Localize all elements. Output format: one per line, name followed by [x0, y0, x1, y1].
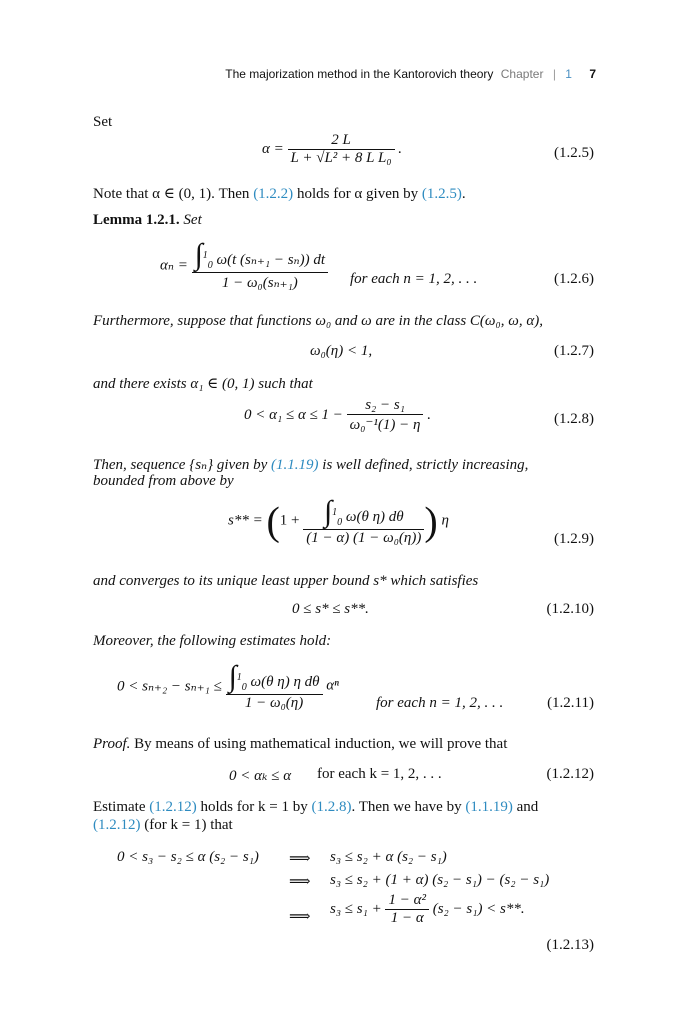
eq-1-2-6-int-upper: 1 [202, 250, 208, 261]
eq-1-2-5-numerator: 2 L [331, 132, 351, 148]
estimate-text-d: and [512, 799, 539, 815]
estimate-text-a: Estimate [93, 799, 150, 815]
ref-1-2-5-link[interactable]: (1.2.5) [421, 186, 462, 202]
note-text-b: holds for α given by [293, 186, 422, 202]
eq-1-2-9-one-plus: 1 + [279, 512, 300, 529]
proof-text: By means of using mathematical induction, we will prove that [130, 736, 508, 752]
equation-1-2-9 [228, 495, 449, 547]
eq-1-2-6-condition: for each n = 1, 2, . . . [350, 271, 478, 287]
running-header [225, 67, 596, 81]
integral-sign: ∫ [323, 495, 333, 528]
ref-1-1-19-link-2[interactable]: (1.1.19) [465, 799, 513, 815]
eq-1-2-8-numerator: s₂ − s₁ [365, 397, 405, 413]
then-line-1 [93, 455, 593, 474]
moreover-text: Moreover, the following estimates hold: [93, 633, 332, 649]
lemma-set: Set [183, 212, 202, 228]
right-paren: ) [424, 498, 438, 544]
estimate-line-2 [93, 817, 233, 834]
furthermore-text: Furthermore, suppose that functions ω₀ and ω are in the class C(ω₀, ω, α), [93, 313, 543, 329]
ref-1-2-12-link-2[interactable]: (1.2.12) [93, 817, 141, 833]
implies-arrow-3: ⟹ [289, 909, 311, 925]
eq-1-2-13-row1-rhs: s₃ ≤ s₂ + α (s₂ − s₁) [330, 849, 447, 865]
eq-1-2-13-fraction [385, 892, 429, 927]
eq-1-2-9-int-upper: 1 [332, 507, 338, 518]
lemma-title: Lemma 1.2.1. [93, 212, 180, 228]
proof-title: Proof. [93, 736, 131, 752]
page-number: 7 [589, 67, 596, 81]
eq-1-2-8-denominator: ω₀⁻¹(1) − η [347, 414, 424, 434]
eq-1-2-11-fraction [226, 660, 323, 712]
implies-arrow-2: ⟹ [289, 874, 311, 890]
eq-1-2-13-row3-a: s₃ ≤ s₁ + [330, 901, 382, 917]
eq-1-2-8-fraction [347, 397, 424, 434]
eq-1-2-5-den-a: L + [290, 150, 317, 166]
eq-1-2-11-alpha-n: αⁿ [326, 677, 339, 694]
header-separator: | [552, 67, 556, 81]
equation-1-2-10: 0 ≤ s* ≤ s**. [292, 601, 369, 617]
eq-label-1-2-12: (1.2.12) [546, 766, 594, 782]
eq-1-2-9-lhs: s** = [228, 512, 263, 529]
equation-1-2-11 [117, 660, 339, 712]
equation-1-2-5 [262, 132, 402, 167]
proof-line [93, 736, 507, 753]
eq-1-2-13-row3 [330, 892, 525, 927]
eq-label-1-2-13: (1.2.13) [546, 937, 594, 953]
eq-1-2-13-numerator: 1 − α² [388, 892, 426, 908]
integral-sign: ∫ [228, 660, 237, 693]
then-text-b: is well defined, strictly increasing, [318, 457, 529, 473]
equation-1-2-12: 0 < αₖ ≤ α [229, 768, 292, 784]
eq-1-2-11-numerator [226, 660, 323, 694]
eq-1-2-13-denominator: 1 − α [385, 909, 429, 927]
estimate-text-2b: (for k = 1) that [140, 817, 233, 833]
eq-label-1-2-10: (1.2.10) [546, 601, 594, 617]
estimate-line-1 [93, 799, 538, 816]
eq-label-1-2-9: (1.2.9) [554, 531, 594, 547]
chapter-label: Chapter [500, 67, 544, 81]
eq-1-2-5-tail: . [398, 141, 403, 157]
estimate-text-b: holds for k = 1 by [196, 799, 312, 815]
eq-1-2-9-eta: η [441, 512, 449, 529]
integral-sign: ∫ [194, 238, 203, 271]
eq-1-2-9-int-lower: 0 [337, 517, 343, 528]
left-paren: ( [266, 498, 280, 544]
eq-1-2-8-lhs: 0 < α₁ ≤ α ≤ 1 − [244, 407, 343, 423]
eq-1-2-11-int-lower: 0 [241, 682, 247, 693]
ref-1-2-8-link[interactable]: (1.2.8) [311, 799, 352, 815]
eq-label-1-2-8: (1.2.8) [554, 411, 594, 427]
eq-1-2-5-denominator: L + √L² + 8 L L₀ [288, 149, 395, 167]
eq-label-1-2-11: (1.2.11) [547, 695, 594, 711]
implies-arrow-1: ⟹ [289, 851, 311, 867]
ref-1-2-2-link[interactable]: (1.2.2) [253, 186, 294, 202]
lemma-heading [93, 212, 202, 229]
eq-1-2-13-row3-b: (s₂ − s₁) < s**. [432, 901, 525, 917]
chapter-number: 1 [565, 67, 572, 81]
set-word: Set [93, 114, 113, 130]
eq-1-2-5-fraction [288, 132, 395, 167]
then-text-a: Then, sequence {sₙ} given by [93, 457, 272, 473]
eq-1-2-9-integrand: ω(θ η) dθ [345, 509, 404, 525]
eq-1-2-13-row2-rhs: s₃ ≤ s₂ + (1 + α) (s₂ − s₁) − (s₂ − s₁) [330, 872, 550, 888]
note-text-c: . [461, 186, 466, 202]
eq-1-2-11-denominator: 1 − ω₀(η) [226, 694, 323, 712]
eq-1-2-9-numerator [303, 495, 424, 529]
eq-1-2-13-row1-lhs: 0 < s₃ − s₂ ≤ α (s₂ − s₁) [117, 849, 259, 865]
eq-label-1-2-5: (1.2.5) [554, 145, 594, 161]
eq-1-2-5-den-sqrt: L² + 8 L L₀ [324, 150, 392, 166]
eq-1-2-6-int-lower: 0 [207, 260, 213, 271]
eq-1-2-6-lhs: αₙ = [160, 257, 188, 274]
estimate-text-c: . Then we have by [351, 799, 466, 815]
eq-1-2-11-lhs: 0 < sₙ₊₂ − sₙ₊₁ ≤ [117, 678, 222, 695]
eq-1-2-11-condition: for each n = 1, 2, . . . [376, 695, 504, 711]
running-title: The majorization method in the Kantorovich theory [225, 67, 494, 81]
eq-1-2-11-integrand: ω(θ η) η dθ [250, 674, 320, 690]
eq-1-2-5-lhs: α = [262, 141, 284, 157]
eq-label-1-2-7: (1.2.7) [554, 343, 594, 359]
eq-1-2-6-denominator: 1 − ω₀(sₙ₊₁) [192, 272, 328, 292]
eq-1-2-6-numerator [192, 238, 328, 272]
eq-1-2-12-condition: for each k = 1, 2, . . . [317, 766, 442, 782]
equation-1-2-7: ω₀(η) < 1, [310, 343, 373, 359]
eq-1-2-9-denominator: (1 − α) (1 − ω₀(η)) [303, 529, 424, 547]
eq-1-2-8-tail: . [427, 407, 431, 423]
eq-label-1-2-6: (1.2.6) [554, 271, 594, 287]
converges-text: and converges to its unique least upper bound s* which satisfies [93, 573, 479, 589]
there-exists-text: and there exists α₁ ∈ (0, 1) such that [93, 376, 313, 392]
eq-1-2-9-fraction [303, 495, 424, 547]
note-line [93, 184, 466, 203]
eq-1-2-6-fraction [192, 238, 328, 292]
eq-1-2-6-integrand: ω(t (sₙ₊₁ − sₙ)) dt [216, 252, 326, 268]
note-text-a: Note that α ∈ (0, 1). Then [93, 186, 254, 202]
ref-1-1-19-link[interactable]: (1.1.19) [271, 457, 319, 473]
ref-1-2-12-link[interactable]: (1.2.12) [149, 799, 197, 815]
equation-1-2-8 [244, 397, 431, 434]
then-line-2: bounded from above by [93, 473, 234, 489]
equation-1-2-6 [160, 238, 328, 292]
eq-1-2-11-int-upper: 1 [236, 672, 242, 683]
